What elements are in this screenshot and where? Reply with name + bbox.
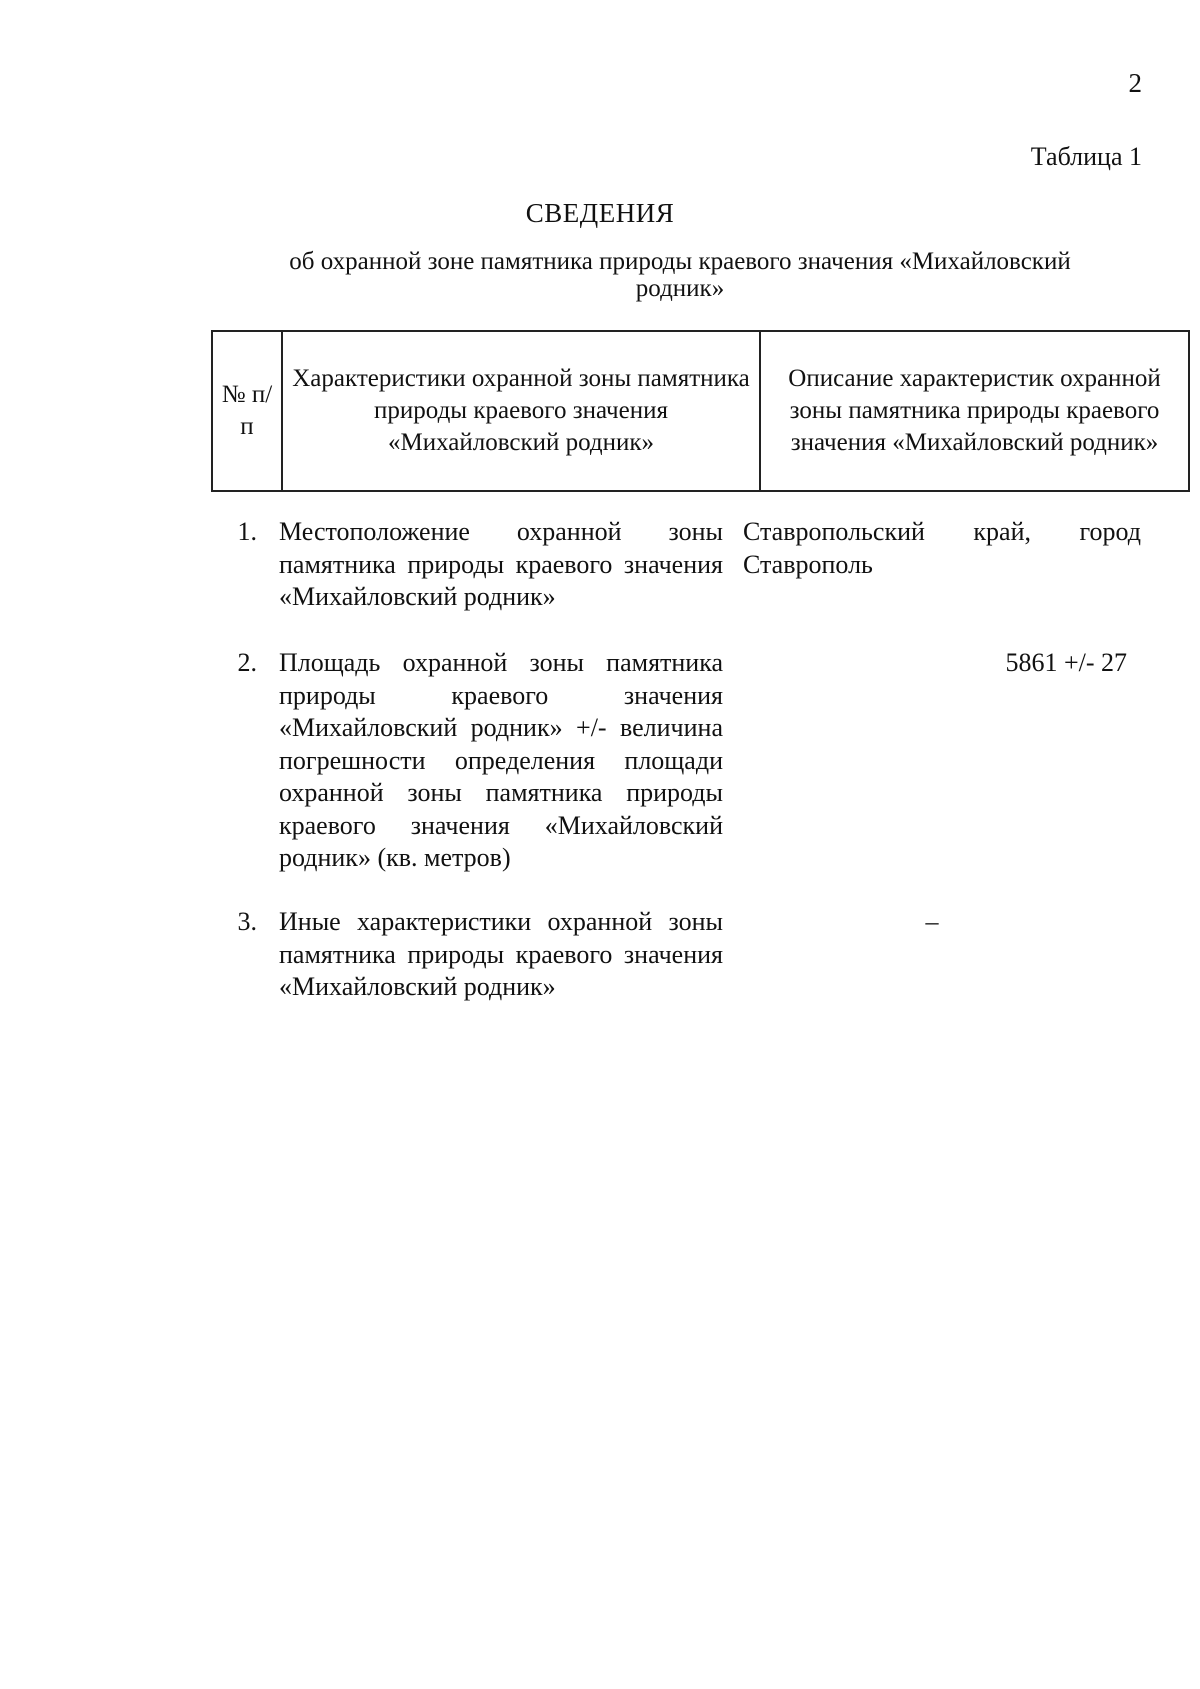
header-description-column: Описание характеристик охранной зоны памятника природы краевого значения «Михайловский родник»	[760, 331, 1189, 491]
row-description: –	[925, 907, 939, 936]
table-label: Таблица 1	[1030, 142, 1142, 171]
row-characteristic: Местоположение охранной зоны памятника природы краевого значения «Михайловский родник»	[279, 517, 723, 611]
row-description: 5861 +/- 27	[1005, 648, 1127, 677]
row-description: Ставропольский край, город Ставрополь	[743, 517, 1141, 579]
page-number: 2	[1128, 68, 1142, 98]
row-characteristic: Площадь охранной зоны памятника природы краевого значения «Михайловский родник» +/- величина погрешности определения площади охранной зоны памятника природы краевого значения «Михайловский родник» (кв. метров)	[279, 648, 723, 872]
document-subtitle: об охранной зоне памятника природы краевого значения «Михайловский родник»	[289, 248, 1071, 302]
header-characteristic-column: Характеристики охранной зоны памятника природы краевого значения «Михайловский родник»	[282, 331, 760, 491]
row-number: 3.	[237, 907, 257, 936]
table-header	[211, 330, 1190, 492]
row-number: 2.	[237, 648, 257, 677]
row-number: 1.	[237, 517, 257, 546]
header-number-column: № п/п	[212, 331, 282, 491]
document-title: СВЕДЕНИЯ	[525, 198, 675, 228]
table-header-row	[212, 331, 1189, 491]
row-characteristic: Иные характеристики охранной зоны памятника природы краевого значения «Михайловский родник»	[279, 907, 723, 1001]
